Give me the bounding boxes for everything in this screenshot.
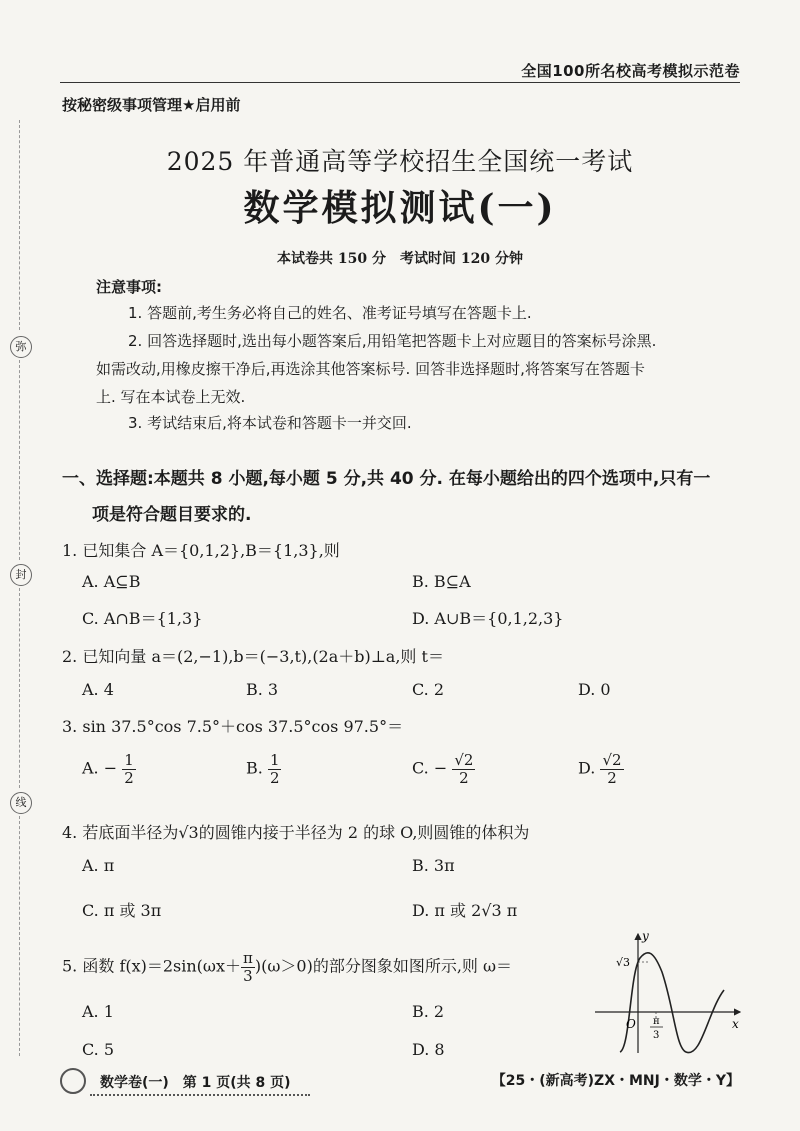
notice-item: 上. 写在本试卷上无效.: [96, 388, 246, 406]
sine-graph: [590, 928, 750, 1058]
q2-option-a: A. 4: [82, 680, 114, 699]
series-title: 全国100所名校高考模拟示范卷: [521, 62, 740, 80]
q2-option-d: D. 0: [578, 680, 611, 699]
question-3: 3. sin 37.5°cos 7.5°＋cos 37.5°cos 97.5°＝: [62, 717, 404, 736]
notice-item: 1. 答题前,考生务必将自己的姓名、准考证号填写在答题卡上.: [128, 304, 532, 322]
paper-code: 【25・(新高考)ZX・MNJ・数学・Y】: [491, 1073, 740, 1089]
page-info: 数学卷(一) 第 1 页(共 8 页): [100, 1075, 291, 1091]
q2-option-b: B. 3: [246, 680, 279, 699]
q4-option-a: A. π: [82, 856, 115, 875]
q5-option-a: A. 1: [82, 1002, 114, 1021]
q3-option-c: C. − $\frac{√2}{2}$: [412, 751, 474, 787]
section-heading-cont: 项是符合题目要求的.: [92, 505, 252, 525]
x-tick-num: π: [653, 1016, 660, 1027]
q4-option-b: B. 3π: [412, 856, 455, 875]
q4-option-d: D. π 或 2√3 π: [412, 901, 518, 920]
question-5: 5. 函数 f(x)＝2sin(ωx＋ $\frac{\pi}{3}$ )(ω＞0)的部分图象如图所示,则 ω＝: [62, 949, 513, 985]
notice-heading: 注意事项:: [96, 278, 162, 296]
x-tick-den: 3: [653, 1030, 660, 1041]
test-title: 数学模拟测试(一): [243, 187, 557, 229]
q1-option-b: B. B⊆A: [412, 572, 471, 591]
notice-item: 如需改动,用橡皮擦干净后,再选涂其他答案标号. 回答非选择题时,将答案写在答题卡: [96, 360, 645, 378]
y-tick-label: √3: [616, 956, 631, 969]
origin-label: O: [626, 1017, 636, 1031]
notice-item: 2. 回答选择题时,选出每小题答案后,用铅笔把答题卡上对应题目的答案标号涂黑.: [128, 332, 657, 350]
question-2: 2. 已知向量 a＝(2,−1),b＝(−3,t),(2a＋b)⊥a,则 t＝: [62, 647, 444, 666]
q3-option-b: B. $\frac{1}{2}$: [246, 751, 280, 787]
q3-option-d: D. $\frac{√2}{2}$: [578, 751, 622, 787]
binding-line: [19, 816, 20, 1056]
publisher-logo: [60, 1068, 86, 1094]
q1-option-a: A. A⊆B: [82, 572, 141, 591]
binding-line: [19, 120, 20, 330]
question-4: 4. 若底面半径为√3的圆锥内接于半径为 2 的球 O,则圆锥的体积为: [62, 823, 530, 842]
x-axis-label: x: [732, 1017, 739, 1031]
exam-title: 2025 年普通高等学校招生全国统一考试: [166, 147, 634, 176]
section-heading: 一、选择题:本题共 8 小题,每小题 5 分,共 40 分. 在每小题给出的四个选项中,只有一: [62, 469, 711, 489]
secret-note: 按秘密级事项管理★启用前: [62, 96, 241, 114]
binding-line: [19, 588, 20, 788]
sine-curve: [620, 953, 724, 1053]
y-axis-label: y: [642, 929, 649, 943]
header-divider: [60, 82, 740, 83]
notice-item: 3. 考试结束后,将本试卷和答题卡一并交回.: [128, 414, 412, 432]
q1-option-d: D. A∪B＝{0,1,2,3}: [412, 609, 564, 628]
q5-option-c: C. 5: [82, 1040, 115, 1059]
q5-option-b: B. 2: [412, 1002, 445, 1021]
footer-underline: [90, 1094, 310, 1096]
seal-mark: 封: [10, 564, 32, 586]
q5-option-d: D. 8: [412, 1040, 445, 1059]
q3-option-a: A. − $\frac{1}{2}$: [82, 751, 134, 787]
seal-mark: 线: [10, 792, 32, 814]
binding-line: [19, 360, 20, 560]
q1-option-c: C. A∩B＝{1,3}: [82, 609, 203, 628]
question-1: 1. 已知集合 A＝{0,1,2},B＝{1,3},则: [62, 541, 340, 560]
q2-option-c: C. 2: [412, 680, 445, 699]
exam-info: 本试卷共 150 分 考试时间 120 分钟: [277, 251, 523, 267]
seal-mark: 弥: [10, 336, 32, 358]
q4-option-c: C. π 或 3π: [82, 901, 162, 920]
